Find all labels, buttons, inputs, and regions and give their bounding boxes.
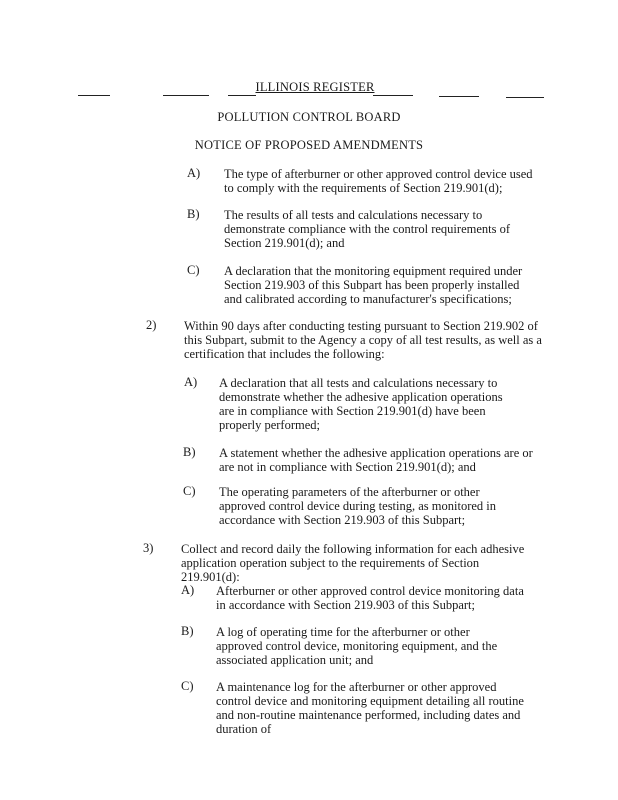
item-label: 2) bbox=[146, 318, 157, 332]
item-label: C) bbox=[187, 263, 200, 277]
header-rule bbox=[439, 96, 479, 97]
item-label: A) bbox=[184, 375, 198, 389]
header-rule bbox=[228, 95, 256, 96]
board-title: POLLUTION CONTROL BOARD bbox=[217, 110, 401, 124]
item-text: A maintenance log for the afterburner or other approved control device and monitoring equipment detailing all routine and non-routine maintenance performed, including dates and duration of bbox=[216, 680, 524, 736]
notice-title: NOTICE OF PROPOSED AMENDMENTS bbox=[194, 138, 424, 152]
item-label: B) bbox=[187, 207, 200, 221]
item-text: A declaration that the monitoring equipment required under Section 219.903 of this Subpart has been properly installed and calibrated according to manufacturer's specifications; bbox=[224, 264, 523, 306]
item-text: Within 90 days after conducting testing pursuant to Section 219.902 of this Subpart, submit to the Agency a copy of all test results, as well as a certification that includes the following: bbox=[184, 319, 542, 361]
item-text: The type of afterburner or other approved control device used to comply with the requirements of Section 219.901(d); bbox=[224, 167, 533, 195]
item-text: A statement whether the adhesive application operations are or are not in compliance with Section 219.901(d); and bbox=[219, 446, 533, 474]
item-label: 3) bbox=[143, 541, 154, 555]
register-title: ILLINOIS REGISTER bbox=[255, 80, 375, 94]
item-label: B) bbox=[181, 624, 194, 638]
item-text: The results of all tests and calculations necessary to demonstrate compliance with the control requirements of Section 219.901(d); and bbox=[224, 208, 511, 250]
header-rule bbox=[78, 95, 110, 96]
item-label: C) bbox=[183, 484, 196, 498]
item-text: The operating parameters of the afterburner or other approved control device during testing, as monitored in accordance with Section 219.903 of this Subpart; bbox=[219, 485, 497, 527]
item-text: Afterburner or other approved control device monitoring data in accordance with Section 219.903 of this Subpart; bbox=[216, 584, 524, 612]
header-rule bbox=[163, 95, 209, 96]
item-text: A declaration that all tests and calculations necessary to demonstrate whether the adhesive application operations are in compliance with Section 219.901(d) have been properly performed; bbox=[219, 376, 503, 432]
item-label: B) bbox=[183, 445, 196, 459]
header-rule bbox=[373, 95, 413, 96]
header-rule bbox=[506, 97, 544, 98]
item-label: A) bbox=[187, 166, 201, 180]
item-label: C) bbox=[181, 679, 194, 693]
item-text: A log of operating time for the afterburner or other approved control device, monitoring equipment, and the associated application unit; and bbox=[216, 625, 498, 667]
item-text: Collect and record daily the following information for each adhesive application operation subject to the requirements of Section 219.901(d): bbox=[181, 542, 525, 584]
item-label: A) bbox=[181, 583, 195, 597]
